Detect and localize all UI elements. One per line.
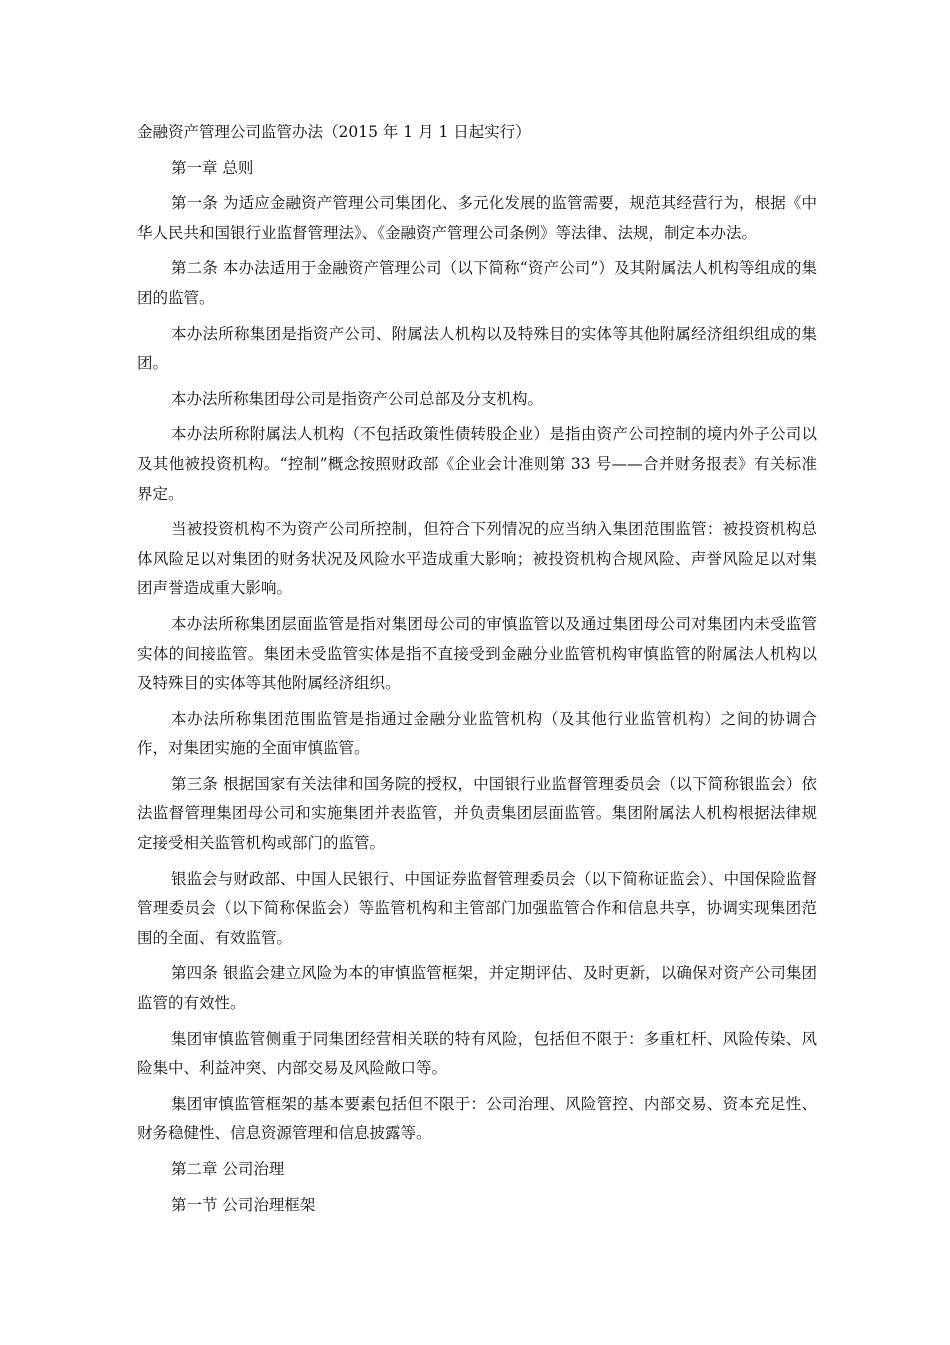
document-title: 金融资产管理公司监管办法（2015 年 1 月 1 日起实行）: [137, 123, 531, 141]
section-heading: 第一节 公司治理框架: [171, 1195, 316, 1214]
article-paragraph: 第一条 为适应金融资产管理公司集团化、多元化发展的监管需要，规范其经营行为，根据《中华人民共和国银行业监督管理法》、《金融资产管理公司条例》等法律、法规，制定本办法。: [137, 194, 817, 242]
article-paragraph: 第二条 本办法适用于金融资产管理公司（以下简称“资产公司”）及其附属法人机构等组成的集团的监管。: [137, 259, 817, 307]
document-body: [137, 118, 817, 1226]
article-paragraph: 银监会与财政部、中国人民银行、中国证券监督管理委员会（以下简称证监会）、中国保险监督管理委员会（以下简称保监会）等监管机构和主管部门加强监管合作和信息共享，协调实现集团范围的全面、有效监管。: [137, 869, 817, 947]
article-paragraph: 本办法所称集团是指资产公司、附属法人机构以及特殊目的实体等其他附属经济组织组成的集团。: [137, 324, 817, 373]
article-paragraph: 当被投资机构不为资产公司所控制，但符合下列情况的应当纳入集团范围监管：被投资机构总体风险足以对集团的财务状况及风险水平造成重大影响；被投资机构合规风险、声誉风险足以对集团声誉造成重大影响。: [137, 520, 817, 598]
article-paragraph: 集团审慎监管框架的基本要素包括但不限于：公司治理、风险管控、内部交易、资本充足性、财务稳健性、信息资源管理和信息披露等。: [137, 1094, 817, 1143]
chapter-heading: 第一章 总则: [171, 158, 254, 177]
article-paragraph: 第四条 银监会建立风险为本的审慎监管框架，并定期评估、及时更新，以确保对资产公司集团监管的有效性。: [137, 964, 817, 1013]
chapter-heading: 第二章 公司治理: [171, 1160, 285, 1178]
article-paragraph: 本办法所称集团范围监管是指通过金融分业监管机构（及其他行业监管机构）之间的协调合作，对集团实施的全面审慎监管。: [137, 709, 817, 758]
article-paragraph: 本办法所称集团母公司是指资产公司总部及分支机构。: [171, 389, 544, 408]
article-paragraph: 集团审慎监管侧重于同集团经营相关联的特有风险，包括但不限于：多重杠杆、风险传染、风险集中、利益冲突、内部交易及风险敞口等。: [137, 1029, 817, 1078]
article-paragraph: 本办法所称附属法人机构（不包括政策性债转股企业）是指由资产公司控制的境内外子公司以及其他被投资机构。“控制”概念按照财政部《企业会计准则第 33 号——合并财务报表》有关标准界定。: [137, 425, 817, 503]
article-paragraph: 第三条 根据国家有关法律和国务院的授权，中国银行业监督管理委员会（以下简称银监会）依法监督管理集团母公司和实施集团并表监管，并负责集团层面监管。集团附属法人机构根据法律规定接受相关监管机构或部门的监管。: [137, 774, 817, 853]
article-paragraph: 本办法所称集团层面监管是指对集团母公司的审慎监管以及通过集团母公司对集团内未受监管实体的间接监管。集团未受监管实体是指不直接受到金融分业监管机构审慎监管的附属法人机构以及特殊目的实体等其他附属经济组织。: [137, 614, 817, 693]
